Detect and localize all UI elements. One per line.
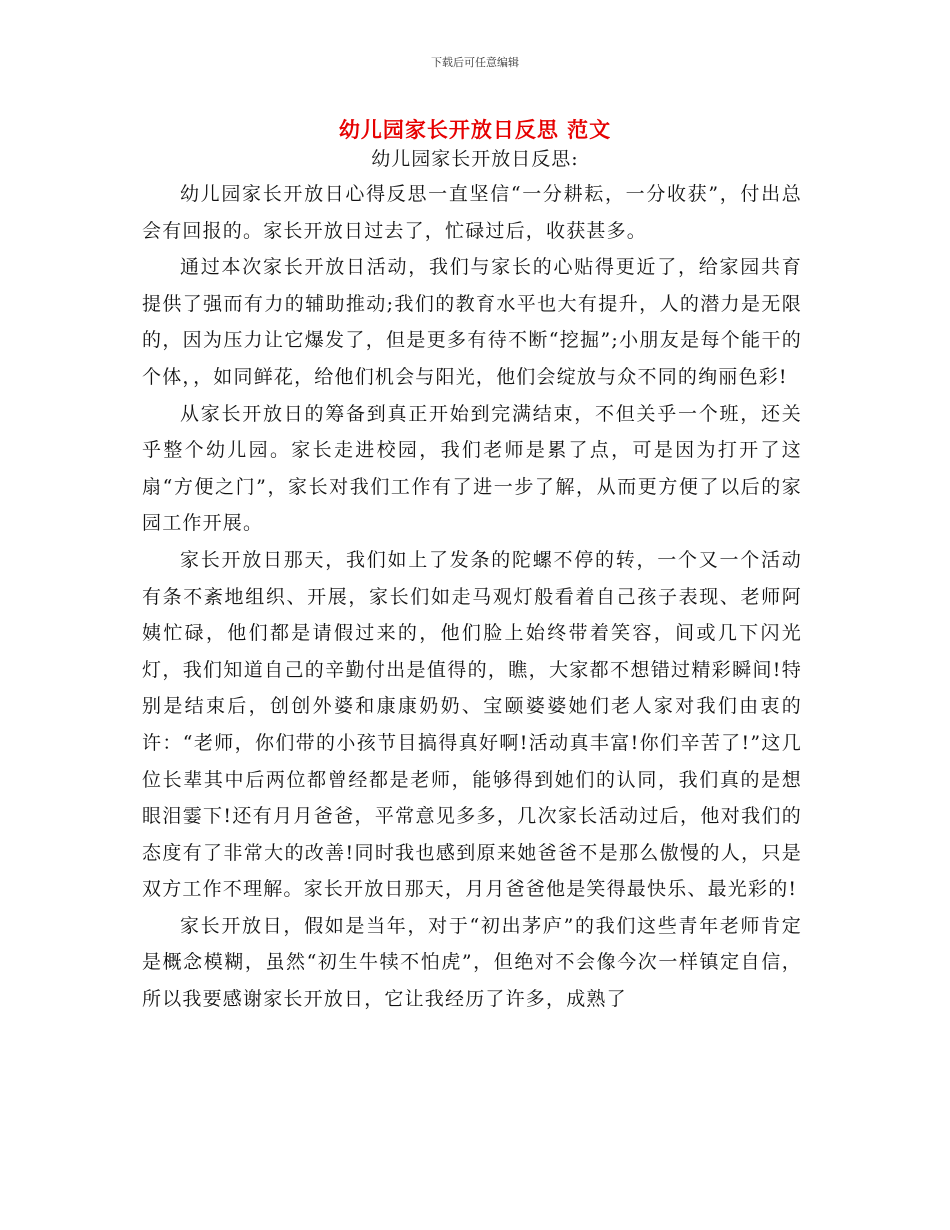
paragraph: 通过本次家长开放日活动，我们与家长的心贴得更近了，给家园共育提供了强而有力的辅助推动;我们的教育水平也大有提升，人的潜力是无限的，因为压力让它爆发了，但是更多有待不断“挖掘”;小朋友是每个能干的个体，，如同鲜花，给他们机会与阳光，他们会绽放与众不同的绚丽色彩! bbox=[142, 256, 802, 388]
document-title: 幼儿园家长开放日反思 范文 bbox=[338, 117, 612, 142]
paragraph: 幼儿园家长开放日心得反思一直坚信“一分耕耘，一分收获”，付出总会有回报的。家长开放日过去了，忙碌过后，收获甚多。 bbox=[142, 183, 802, 242]
paragraph: 家长开放日那天，我们如上了发条的陀螺不停的转，一个又一个活动有条不紊地组织、开展，家长们如走马观灯般看着自己孩子表现、老师阿姨忙碌，他们都是请假过来的，他们脸上始终带着笑容，间或几下闪光灯，我们知道自己的辛勤付出是值得的，瞧，大家都不想错过精彩瞬间!特别是结束后，创创外婆和康康奶奶、宝颐婆婆她们老人家对我们由衷的许：“老师，你们带的小孩节目搞得真好啊!活动真丰富!你们辛苦了!”这几位长辈其中后两位都曾经都是老师，能够得到她们的认同，我们真的是想眼泪霎下!还有月月爸爸，平常意见多多，几次家长活动过后，他对我们的态度有了非常大的改善!同时我也感到原来她爸爸不是那么傲慢的人，只是双方工作不理解。家长开放日那天，月月爸爸他是笑得最快乐、最光彩的! bbox=[142, 548, 802, 901]
paragraph: 从家长开放日的筹备到真正开始到完满结束，不但关乎一个班，还关乎整个幼儿园。家长走进校园，我们老师是累了点，可是因为打开了这扇“方便之门”，家长对我们工作有了进一步了解，从而更方便了以后的家园工作开展。 bbox=[142, 402, 802, 535]
paragraph: 家长开放日，假如是当年，对于“初出茅庐”的我们这些青年老师肯定是概念模糊，虽然“初生牛犊不怕虎”，但绝对不会像今次一样镇定自信，所以我要感谢家长开放日，它让我经历了许多，成熟了 bbox=[142, 914, 802, 1011]
document-body bbox=[142, 176, 802, 1018]
document-subtitle: 幼儿园家长开放日反思: bbox=[371, 148, 579, 170]
page-header: 下载后可任意编辑 bbox=[431, 56, 519, 69]
